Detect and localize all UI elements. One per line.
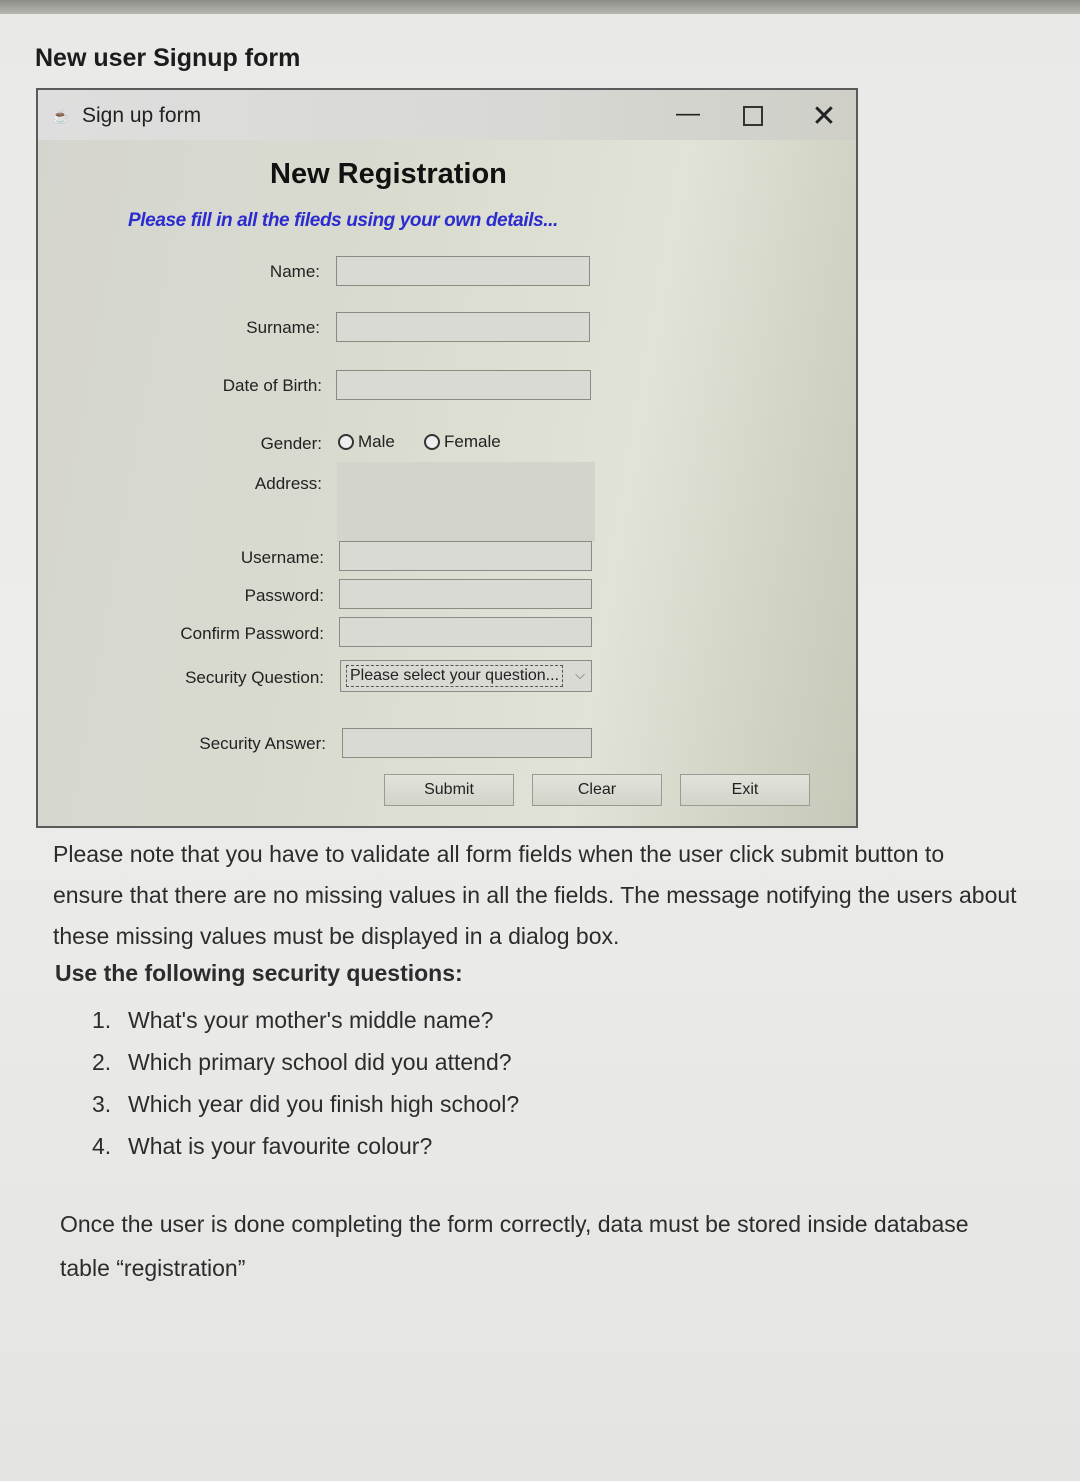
chevron-down-icon: ⌵ [575, 667, 585, 682]
maximize-icon [743, 106, 763, 126]
surname-field[interactable] [336, 312, 590, 342]
signup-window [36, 88, 858, 828]
radio-circle-icon [424, 434, 440, 450]
address-label: Address: [254, 474, 322, 493]
list-item-text: What's your mother's middle name? [128, 1007, 494, 1033]
clear-button[interactable]: Clear [532, 774, 662, 806]
storage-note-line: Once the user is done completing the form correctly, data must be stored inside database [60, 1211, 969, 1237]
security-questions-list [92, 1000, 519, 1168]
close-icon: ✕ [811, 99, 837, 133]
security-question-selected: Please select your question... [346, 665, 563, 687]
address-textarea[interactable] [337, 462, 595, 542]
gender-label: Gender: [260, 434, 322, 453]
validation-notes [53, 834, 1063, 957]
submit-button[interactable]: Submit [384, 774, 514, 806]
list-item-number: 2. [92, 1049, 112, 1075]
note-line: Please note that you have to validate all form fields when the user click submit button to [53, 841, 945, 867]
list-item [92, 1042, 519, 1084]
window-titlebar[interactable] [38, 90, 856, 140]
storage-note-line: table “registration” [60, 1255, 246, 1281]
gender-female-radio[interactable] [424, 432, 501, 452]
name-label: Name: [269, 262, 320, 281]
window-title: Sign up form [82, 104, 202, 127]
minimize-icon: — [676, 100, 700, 127]
note-line: these missing values must be displayed in a dialog box. [53, 923, 620, 949]
list-item-number: 3. [92, 1091, 112, 1117]
password-label: Password: [244, 586, 324, 605]
form-title: New Registration [270, 158, 507, 190]
list-item-text: Which primary school did you attend? [128, 1049, 512, 1075]
coffee-cup-icon: ☕ [52, 108, 70, 124]
security-question-label: Security Question: [185, 668, 324, 687]
security-question-dropdown[interactable] [340, 660, 592, 692]
security-answer-label: Security Answer: [199, 734, 326, 753]
page-heading: New user Signup form [35, 44, 301, 72]
confirm-password-label: Confirm Password: [180, 624, 324, 643]
username-field[interactable] [339, 541, 592, 571]
gender-male-radio[interactable] [338, 432, 395, 452]
close-button[interactable] [802, 96, 846, 136]
dob-label: Date of Birth: [222, 376, 322, 395]
exit-button[interactable]: Exit [680, 774, 810, 806]
minimize-button[interactable] [666, 94, 710, 134]
storage-note [60, 1202, 1060, 1290]
list-item-text: Which year did you finish high school? [128, 1091, 520, 1117]
note-line: ensure that there are no missing values in all the fields. The message notifying the users about [53, 882, 1017, 908]
surname-label: Surname: [246, 318, 320, 337]
gender-female-label: Female [444, 432, 501, 451]
password-field[interactable] [339, 579, 592, 609]
questions-heading: Use the following security questions: [55, 960, 463, 986]
form-subtitle: Please fill in all the fileds using your own details... [128, 210, 558, 231]
gender-male-label: Male [358, 432, 395, 451]
radio-circle-icon [338, 434, 354, 450]
name-field[interactable] [336, 256, 590, 286]
list-item [92, 1126, 519, 1168]
list-item-number: 4. [92, 1133, 112, 1159]
dob-field[interactable] [336, 370, 591, 400]
confirm-password-field[interactable] [339, 617, 592, 647]
top-edge-strip [0, 0, 1080, 14]
list-item [92, 1084, 519, 1126]
list-item-text: What is your favourite colour? [128, 1133, 433, 1159]
security-answer-field[interactable] [342, 728, 592, 758]
maximize-button[interactable] [731, 96, 775, 136]
username-label: Username: [240, 548, 324, 567]
list-item-number: 1. [92, 1007, 112, 1033]
list-item [92, 1000, 519, 1042]
